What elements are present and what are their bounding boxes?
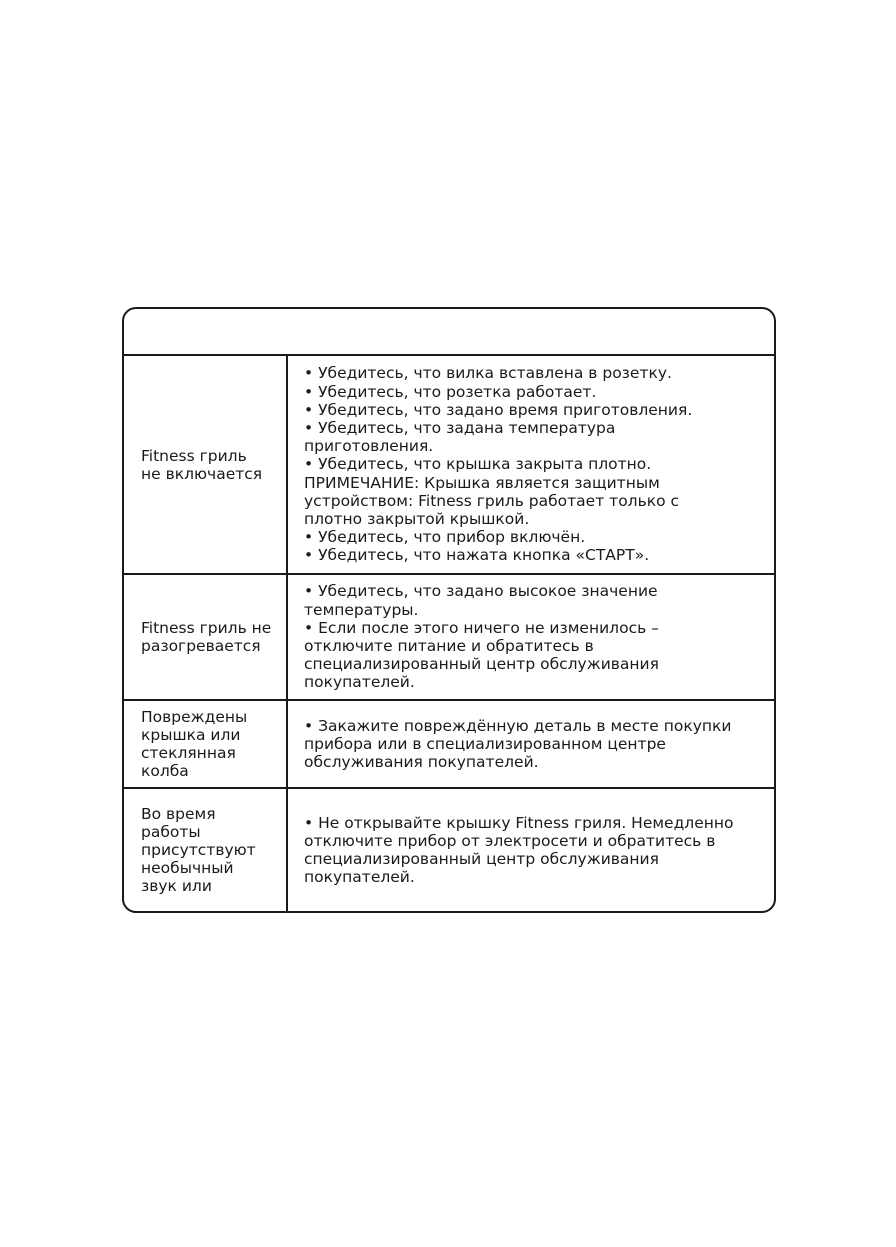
solution-line: специализированный центр обслуживания <box>304 850 659 868</box>
solution-line: • Если после этого ничего не изменилось – <box>304 618 659 637</box>
solution-cell <box>288 701 774 787</box>
solution-line: • Убедитесь, что нажата кнопка «СТАРТ». <box>304 546 650 565</box>
solution-line: температуры. <box>304 600 419 619</box>
solution-line: устройством: Fitness гриль работает только с <box>304 491 680 510</box>
problem-line: Fitness гриль <box>141 446 247 465</box>
problem-line: стеклянная <box>141 744 236 762</box>
solution-line: • Убедитесь, что задана температура <box>304 418 616 437</box>
solution-line: приготовления. <box>304 437 434 456</box>
problem-line: работы <box>141 823 201 841</box>
problem-line: колба <box>141 762 189 780</box>
solution-cell <box>288 789 774 911</box>
problem-line: разогревается <box>141 637 261 655</box>
solution-cell <box>288 575 774 699</box>
solution-line: обслуживания покупателей. <box>304 753 539 772</box>
problem-line: Fitness гриль не <box>141 619 272 637</box>
table-row <box>124 575 774 701</box>
table-row <box>124 356 774 575</box>
solution-line: покупателей. <box>304 673 415 692</box>
solution-line: отключите прибор от электросети и обратитесь в <box>304 831 716 850</box>
problem-line: крышка или <box>141 726 241 744</box>
solution-line: • Не открывайте крышку Fitness гриля. Немедленно <box>304 813 734 832</box>
problem-line: необычный <box>141 859 234 877</box>
solution-line: • Убедитесь, что крышка закрыта плотно. <box>304 455 652 474</box>
problem-line: Во время <box>141 805 216 823</box>
problem-line: Повреждены <box>141 708 248 726</box>
solution-line: • Убедитесь, что задано время приготовления. <box>304 400 693 419</box>
solution-line: • Убедитесь, что задано высокое значение <box>304 582 658 601</box>
problem-cell <box>124 789 288 911</box>
problem-line: звук или <box>141 877 212 895</box>
problem-cell <box>124 575 288 699</box>
table-header-row <box>124 309 774 356</box>
solution-line: прибора или в специализированном центре <box>304 734 666 753</box>
solution-line: плотно закрытой крышкой. <box>304 510 530 528</box>
solution-line: ПРИМЕЧАНИЕ: Крышка является защитным <box>304 473 660 492</box>
solution-line: • Убедитесь, что вилка вставлена в розетку. <box>304 364 672 383</box>
problem-line: присутствуют <box>141 841 256 859</box>
problem-cell <box>124 356 288 573</box>
solution-line: покупателей. <box>304 868 415 887</box>
solution-cell <box>288 356 774 573</box>
solution-line: отключите питание и обратитесь в <box>304 637 594 655</box>
table-row <box>124 789 774 911</box>
problem-line: не включается <box>141 464 263 483</box>
problem-cell <box>124 701 288 787</box>
solution-line: специализированный центр обслуживания <box>304 655 659 674</box>
troubleshooting-table <box>122 307 776 913</box>
solution-line: • Закажите повреждённую деталь в месте покупки <box>304 716 732 735</box>
solution-line: • Убедитесь, что розетка работает. <box>304 382 597 401</box>
table-row <box>124 701 774 789</box>
solution-line: • Убедитесь, что прибор включён. <box>304 528 586 547</box>
